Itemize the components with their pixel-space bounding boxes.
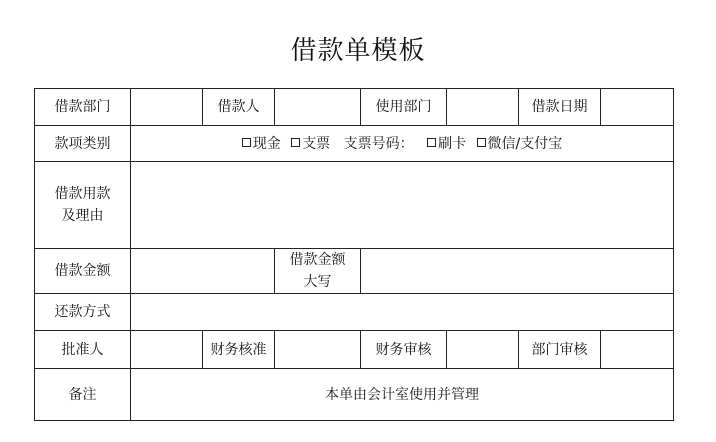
label-loan-date: 借款日期 — [519, 89, 601, 126]
option-check[interactable] — [291, 136, 330, 152]
option-cash[interactable] — [242, 136, 281, 152]
option-cash-label: 现金 — [252, 135, 281, 152]
row-basic-info — [35, 89, 674, 126]
loan-form-table — [34, 88, 674, 421]
checkbox-icon — [291, 138, 300, 147]
field-amount[interactable] — [131, 249, 275, 294]
label-approver: 批准人 — [35, 331, 131, 369]
field-repayment[interactable] — [131, 294, 674, 331]
option-wechat-alipay[interactable] — [477, 136, 563, 152]
field-borrower[interactable] — [275, 89, 361, 126]
label-finance-review: 财务审核 — [361, 331, 447, 369]
row-repayment — [35, 294, 674, 331]
label-dept-review: 部门审核 — [519, 331, 601, 369]
label-purpose-line2: 及理由 — [61, 208, 104, 224]
field-loan-date[interactable] — [601, 89, 674, 126]
field-purpose[interactable] — [131, 162, 674, 249]
row-amount — [35, 249, 674, 294]
page-title: 借款单模板 — [290, 36, 426, 66]
label-finance-approve: 财务核准 — [203, 331, 275, 369]
checkbox-icon — [242, 138, 251, 147]
category-options — [131, 126, 674, 162]
option-card[interactable] — [427, 136, 466, 152]
label-use-dept: 使用部门 — [361, 89, 447, 126]
row-approvals — [35, 331, 674, 369]
label-amount: 借款金额 — [35, 249, 131, 294]
label-borrower: 借款人 — [203, 89, 275, 126]
option-card-label: 刷卡 — [438, 135, 467, 152]
label-amount-upper — [275, 249, 361, 294]
row-remark — [35, 369, 674, 421]
field-finance-review[interactable] — [447, 331, 519, 369]
checkbox-icon — [427, 138, 436, 147]
label-repayment: 还款方式 — [35, 294, 131, 331]
option-wechat-label: 微信/支付宝 — [487, 135, 563, 152]
field-use-dept[interactable] — [447, 89, 519, 126]
label-category: 款项类别 — [35, 126, 131, 162]
field-dept[interactable] — [131, 89, 203, 126]
field-approver[interactable] — [131, 331, 203, 369]
field-dept-review[interactable] — [601, 331, 674, 369]
label-purpose — [35, 162, 131, 249]
row-purpose — [35, 162, 674, 249]
field-amount-upper[interactable] — [361, 249, 674, 294]
checkbox-icon — [477, 138, 486, 147]
label-remark: 备注 — [35, 369, 131, 421]
label-purpose-line1: 借款用款 — [54, 186, 111, 202]
field-finance-approve[interactable] — [275, 331, 361, 369]
label-dept: 借款部门 — [35, 89, 131, 126]
label-amount-upper-line1: 借款金额 — [289, 252, 346, 268]
label-amount-upper-line2: 大写 — [303, 274, 332, 290]
option-check-label: 支票 — [302, 135, 331, 152]
check-number-label: 支票号码： — [343, 135, 414, 152]
remark-text: 本单由会计室使用并管理 — [131, 369, 674, 421]
row-category — [35, 126, 674, 162]
